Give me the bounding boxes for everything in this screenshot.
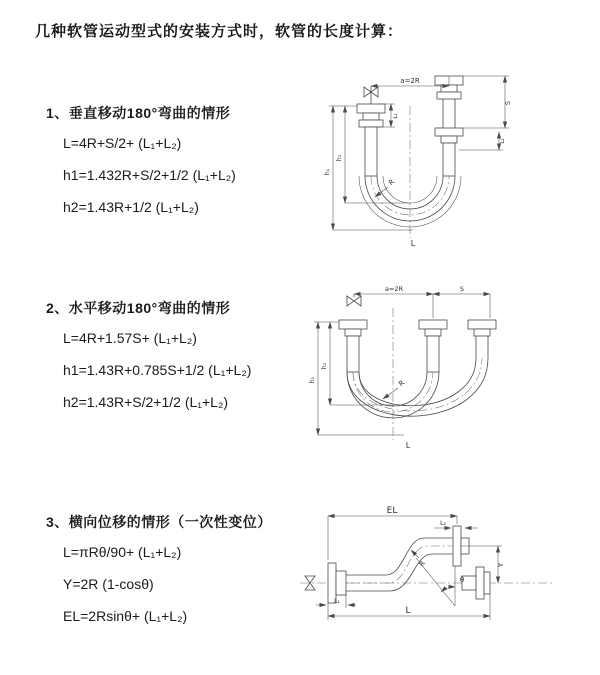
dim-label-l1: L₁ bbox=[334, 598, 340, 605]
valve-icon bbox=[364, 86, 378, 104]
dim-label-l1: L₁ bbox=[393, 113, 399, 119]
dim-label-span: a=2R bbox=[384, 285, 404, 293]
formula-length: L=4R+1.57S+ (L₁+L₂) bbox=[63, 330, 197, 346]
formula-el: EL=2Rsinθ+ (L₁+L₂) bbox=[63, 608, 188, 624]
dim-label-l2: L₂ bbox=[500, 138, 506, 144]
dim-label-h1: h₁ bbox=[324, 168, 331, 176]
hose-bend-position2 bbox=[347, 358, 488, 416]
dim-label-h2: h₂ bbox=[336, 154, 343, 162]
left-fitting bbox=[357, 104, 385, 176]
formula-h2: h2=1.43R+1/2 (L₁+L₂) bbox=[63, 199, 199, 215]
section-horizontal-180 bbox=[46, 298, 326, 425]
formula-offset-y: Y=2R (1-cosθ) bbox=[63, 576, 154, 592]
dimension-span bbox=[354, 285, 490, 318]
middle-fitting bbox=[419, 320, 447, 372]
radius-leader bbox=[411, 550, 427, 568]
formula-length: L=4R+S/2+ (L₁+L₂) bbox=[63, 135, 182, 151]
section-3-heading: 3、横向位移的情形（一次性变位） bbox=[46, 514, 272, 530]
dim-label-radius: R bbox=[397, 378, 407, 389]
section-2-heading: 2、水平移动180°弯曲的情形 bbox=[46, 300, 231, 316]
dim-label-l2: L₂ bbox=[440, 520, 446, 527]
diagram-horizontal-bend bbox=[306, 280, 544, 462]
dim-label-radius: R bbox=[387, 177, 397, 188]
radius-leader bbox=[383, 379, 406, 399]
dim-label-el: EL bbox=[386, 506, 398, 516]
dim-label-y: Y bbox=[497, 562, 505, 568]
dimension-stroke bbox=[463, 76, 512, 128]
right-fitting bbox=[435, 76, 463, 176]
diagram-vertical-bend bbox=[313, 70, 525, 254]
formula-h1: h1=1.43R+0.785S+1/2 (L₁+L₂) bbox=[63, 362, 252, 378]
formula-h2: h2=1.43R+S/2+1/2 (L₁+L₂) bbox=[63, 394, 229, 410]
dim-label-radius: R bbox=[417, 559, 428, 569]
right-fitting bbox=[468, 320, 496, 358]
dim-label-stroke: S bbox=[459, 285, 465, 293]
dim-label-h2: h₂ bbox=[321, 362, 328, 370]
hose-bend bbox=[359, 176, 461, 227]
section-vertical-180 bbox=[46, 103, 326, 230]
dim-label-length: L bbox=[410, 239, 416, 248]
dimension-el bbox=[328, 506, 457, 560]
dim-label-length: L bbox=[405, 441, 411, 450]
dim-label-span: a=2R bbox=[400, 77, 420, 85]
section-lateral-offset bbox=[46, 512, 326, 639]
section-1-heading: 1、垂直移动180°弯曲的情形 bbox=[46, 105, 231, 121]
formula-length: L=πRθ/90+ (L₁+L₂) bbox=[63, 544, 182, 560]
page-title: 几种软管运动型式的安装方式时，软管的长度计算： bbox=[35, 23, 404, 40]
dim-label-stroke: S bbox=[504, 100, 512, 106]
dimension-length bbox=[328, 594, 490, 620]
dim-label-theta: θ bbox=[459, 576, 465, 584]
left-flange bbox=[328, 563, 346, 603]
dimension-l2 bbox=[459, 132, 506, 150]
valve-icon bbox=[347, 294, 361, 306]
left-fitting bbox=[339, 320, 367, 372]
dimension-stroke bbox=[433, 285, 490, 294]
dim-label-h1: h₁ bbox=[309, 376, 316, 384]
diagram-lateral-offset bbox=[298, 496, 560, 648]
formula-h1: h1=1.432R+S/2+1/2 (L₁+L₂) bbox=[63, 167, 236, 183]
lower-right-fitting bbox=[459, 567, 490, 599]
dim-label-length: L bbox=[405, 606, 411, 616]
